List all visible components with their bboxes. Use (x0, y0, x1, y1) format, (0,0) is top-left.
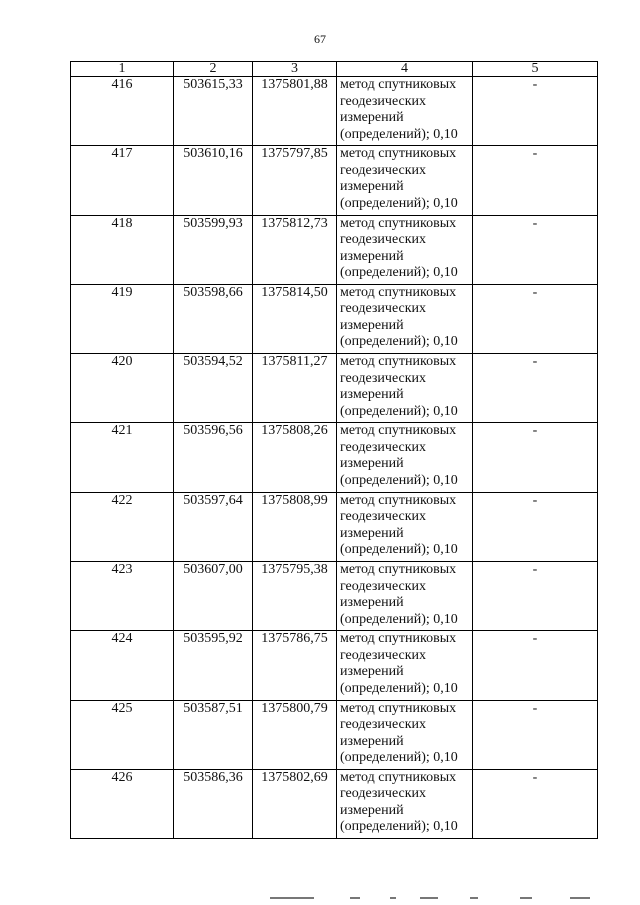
method-text-line: метод спутниковых (340, 769, 457, 785)
x-coordinate-cell: 503607,00 (174, 562, 253, 631)
x-coordinate-cell: 503596,56 (174, 423, 253, 492)
method-text-line: геодезических (340, 439, 427, 455)
method-text-line: (определений); 0,10 (340, 195, 458, 211)
method-text-line: (определений); 0,10 (340, 819, 458, 835)
method-text-line: геодезических (340, 509, 427, 525)
method-text-line: измерений (340, 456, 404, 472)
note-cell: - (473, 354, 598, 423)
method-text-line: (определений); 0,10 (340, 403, 458, 419)
header-row (71, 62, 598, 77)
method-text-line: измерений (340, 110, 404, 125)
method-text-line: геодезических (340, 162, 427, 178)
x-coordinate-cell: 503598,66 (174, 284, 253, 353)
method-cell (337, 77, 473, 146)
y-coordinate-cell: 1375812,73 (253, 215, 337, 284)
x-coordinate-cell: 503595,92 (174, 631, 253, 700)
note-cell: - (473, 146, 598, 215)
method-text-line: метод спутниковых (340, 631, 457, 647)
table-row (71, 77, 598, 146)
note-cell: - (473, 631, 598, 700)
table-row (71, 423, 598, 492)
scan-artifact-marks (270, 897, 610, 901)
table-row (71, 354, 598, 423)
method-text-line: метод спутниковых (340, 354, 457, 370)
x-coordinate-cell: 503587,51 (174, 700, 253, 769)
method-text-line: геодезических (340, 717, 427, 733)
method-text-line: (определений); 0,10 (340, 750, 458, 766)
point-number-cell: 418 (71, 215, 174, 284)
method-cell (337, 354, 473, 423)
method-text-line: (определений); 0,10 (340, 680, 458, 696)
x-coordinate-cell: 503594,52 (174, 354, 253, 423)
table-row (71, 562, 598, 631)
method-text-line: метод спутниковых (340, 562, 457, 578)
table-row (71, 492, 598, 561)
method-text-line: (определений); 0,10 (340, 611, 458, 627)
point-number-cell: 419 (71, 284, 174, 353)
note-cell: - (473, 562, 598, 631)
method-text-line: измерений (340, 248, 404, 264)
note-cell: - (473, 700, 598, 769)
method-text-line: геодезических (340, 301, 427, 317)
y-coordinate-cell: 1375808,26 (253, 423, 337, 492)
method-text-line: метод спутниковых (340, 492, 457, 508)
method-cell (337, 631, 473, 700)
method-cell (337, 423, 473, 492)
method-text-line: геодезических (340, 786, 427, 802)
table-row (71, 284, 598, 353)
note-cell: - (473, 284, 598, 353)
table-row (71, 700, 598, 769)
note-cell: - (473, 492, 598, 561)
table-header (71, 62, 598, 77)
x-coordinate-cell: 503597,64 (174, 492, 253, 561)
method-text-line: геодезических (340, 232, 427, 248)
note-cell: - (473, 77, 598, 146)
method-text-line: (определений); 0,10 (340, 334, 458, 350)
header-col-4: 4 (337, 62, 473, 77)
table-body (71, 77, 598, 839)
point-number-cell: 422 (71, 492, 174, 561)
method-text-line: измерений (340, 595, 404, 611)
point-number-cell: 421 (71, 423, 174, 492)
header-col-1: 1 (71, 62, 174, 77)
method-text-line: метод спутниковых (340, 77, 457, 92)
method-text-line: метод спутниковых (340, 215, 457, 231)
method-text-line: (определений); 0,10 (340, 265, 458, 281)
table-row (71, 769, 598, 838)
x-coordinate-cell: 503586,36 (174, 769, 253, 838)
method-text-line: (определений); 0,10 (340, 472, 458, 488)
header-col-3: 3 (253, 62, 337, 77)
method-cell (337, 215, 473, 284)
method-cell (337, 146, 473, 215)
method-text-line: метод спутниковых (340, 423, 457, 439)
y-coordinate-cell: 1375800,79 (253, 700, 337, 769)
method-text-line: метод спутниковых (340, 146, 457, 162)
y-coordinate-cell: 1375808,99 (253, 492, 337, 561)
point-number-cell: 416 (71, 77, 174, 146)
header-col-2: 2 (174, 62, 253, 77)
header-col-5: 5 (473, 62, 598, 77)
point-number-cell: 424 (71, 631, 174, 700)
method-text-line: геодезических (340, 647, 427, 663)
method-text-line: измерений (340, 387, 404, 403)
method-text-line: (определений); 0,10 (340, 542, 458, 558)
y-coordinate-cell: 1375795,38 (253, 562, 337, 631)
method-text-line: (определений); 0,10 (340, 126, 458, 142)
point-number-cell: 423 (71, 562, 174, 631)
note-cell: - (473, 769, 598, 838)
method-cell (337, 284, 473, 353)
method-text-line: измерений (340, 733, 404, 749)
table-row (71, 215, 598, 284)
table-row (71, 631, 598, 700)
point-number-cell: 417 (71, 146, 174, 215)
x-coordinate-cell: 503610,16 (174, 146, 253, 215)
coordinates-table (70, 61, 598, 839)
point-number-cell: 426 (71, 769, 174, 838)
y-coordinate-cell: 1375811,27 (253, 354, 337, 423)
method-text-line: метод спутниковых (340, 284, 457, 300)
method-text-line: измерений (340, 179, 404, 195)
y-coordinate-cell: 1375797,85 (253, 146, 337, 215)
note-cell: - (473, 423, 598, 492)
method-text-line: геодезических (340, 578, 427, 594)
method-cell (337, 769, 473, 838)
method-text-line: измерений (340, 317, 404, 333)
method-text-line: геодезических (340, 93, 427, 109)
x-coordinate-cell: 503615,33 (174, 77, 253, 146)
method-cell (337, 700, 473, 769)
table-row (71, 146, 598, 215)
method-text-line: измерений (340, 525, 404, 541)
y-coordinate-cell: 1375801,88 (253, 77, 337, 146)
y-coordinate-cell: 1375802,69 (253, 769, 337, 838)
note-cell: - (473, 215, 598, 284)
method-text-line: метод спутниковых (340, 700, 457, 716)
method-text-line: геодезических (340, 370, 427, 386)
point-number-cell: 425 (71, 700, 174, 769)
y-coordinate-cell: 1375786,75 (253, 631, 337, 700)
point-number-cell: 420 (71, 354, 174, 423)
method-text-line: измерений (340, 802, 404, 818)
y-coordinate-cell: 1375814,50 (253, 284, 337, 353)
method-cell (337, 562, 473, 631)
method-cell (337, 492, 473, 561)
method-text-line: измерений (340, 664, 404, 680)
page-number: 67 (314, 32, 326, 46)
x-coordinate-cell: 503599,93 (174, 215, 253, 284)
